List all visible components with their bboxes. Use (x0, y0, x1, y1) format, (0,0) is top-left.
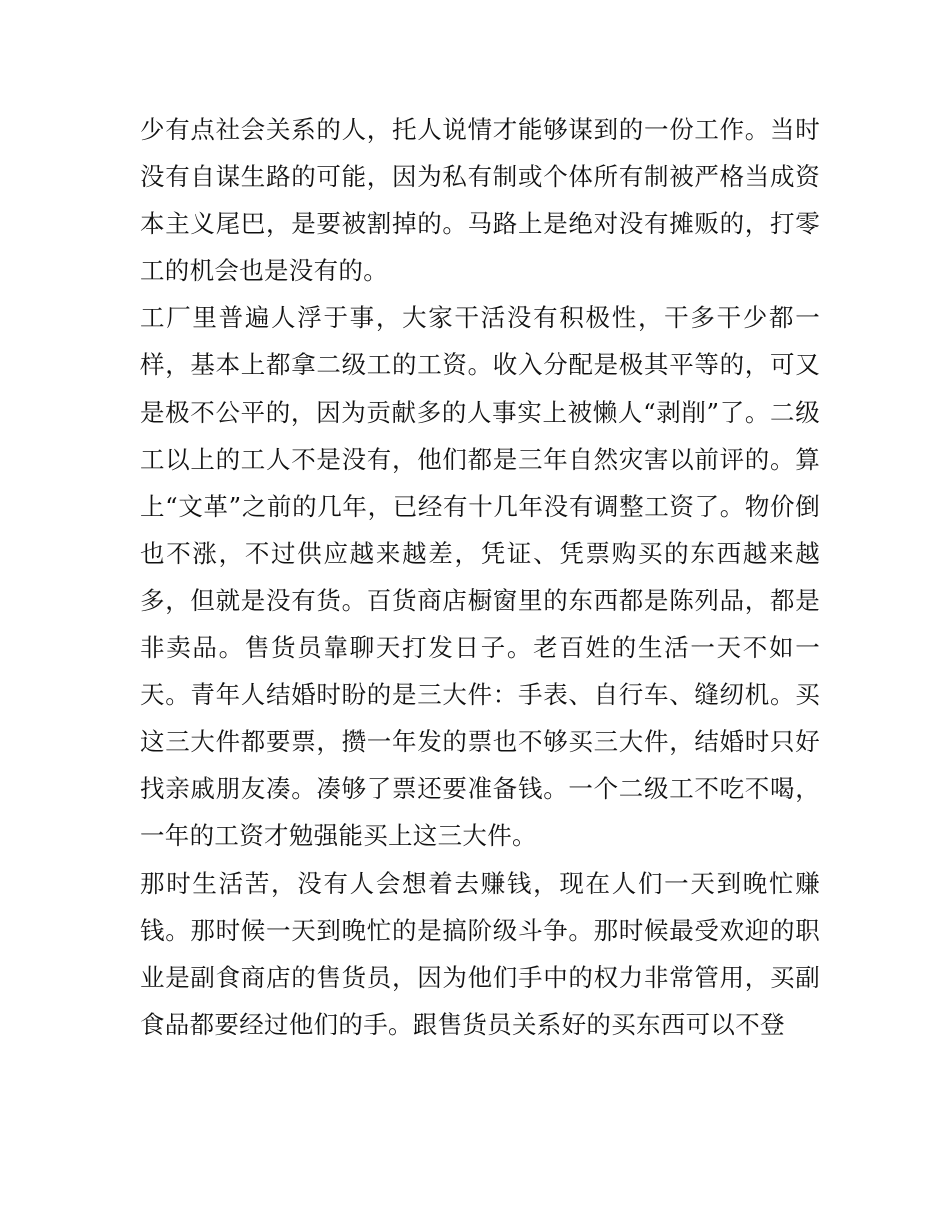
text-line: 那时生活苦，没有人会想着去赚钱，现在人们一天到晚忙赚 (140, 868, 820, 898)
text-line: 这三大件都要票，攒一年发的票也不够买三大件，结婚时只好 (140, 727, 820, 757)
text-line: 工以上的工人不是没有，他们都是三年自然灾害以前评的。算 (140, 444, 820, 474)
text-line: 天。青年人结婚时盼的是三大件：手表、自行车、缝纫机。买 (140, 680, 820, 710)
text-line: 多，但就是没有货。百货商店橱窗里的东西都是陈列品，都是 (140, 585, 820, 615)
text-line: 少有点社会关系的人，托人说情才能够谋到的一份工作。当时 (140, 115, 820, 144)
text-line: 一年的工资才勉强能买上这三大件。 (140, 821, 537, 851)
text-line: 是极不公平的，因为贡献多的人事实上被懒人“剥削”了。二级 (140, 397, 820, 427)
text-line: 非卖品。售货员靠聊天打发日子。老百姓的生活一天不如一 (140, 633, 820, 663)
text-line: 工的机会也是没有的。 (140, 256, 388, 286)
text-line: 也不涨，不过供应越来越差，凭证、凭票购买的东西越来越 (140, 538, 820, 568)
text-line: 本主义尾巴，是要被割掉的。马路上是绝对没有摊贩的，打零 (140, 209, 820, 239)
text-line: 上“文革”之前的几年，已经有十几年没有调整工资了。物价倒 (140, 491, 820, 521)
text-line: 样，基本上都拿二级工的工资。收入分配是极其平等的，可又 (140, 350, 820, 380)
text-line: 找亲戚朋友凑。凑够了票还要准备钱。一个二级工不吃不喝， (140, 774, 820, 804)
body-text (140, 106, 820, 1048)
text-line: 业是副食商店的售货员，因为他们手中的权力非常管用，买副 (140, 962, 820, 992)
text-line: 钱。那时候一天到晚忙的是搞阶级斗争。那时候最受欢迎的职 (140, 915, 820, 945)
text-line: 工厂里普遍人浮于事，大家干活没有积极性，干多干少都一 (140, 303, 820, 333)
text-line: 食品都要经过他们的手。跟售货员关系好的买东西可以不登 (140, 1009, 785, 1039)
text-line: 没有自谋生路的可能，因为私有制或个体所有制被严格当成资 (140, 162, 820, 192)
